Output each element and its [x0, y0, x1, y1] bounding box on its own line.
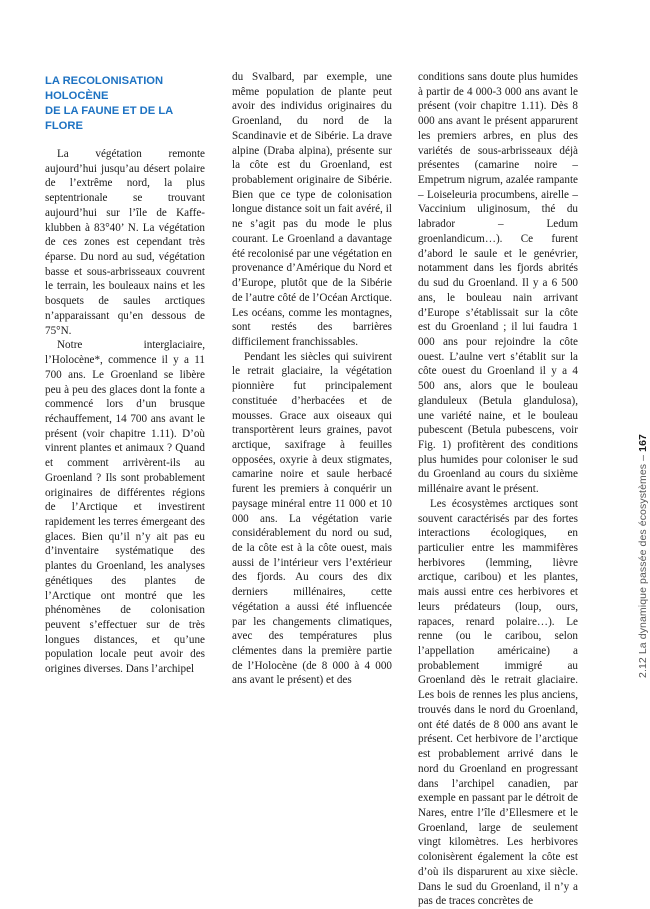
running-head-separator: – [637, 454, 649, 461]
running-head [637, 434, 649, 678]
paragraph-3-part-1: Pendant les siècles qui suivirent le retrait glaciaire, la végétation pionnière fut principalement constituée d’herbacées et de mousses. Grace aux oiseaux qui transportèrent leurs graines, pavot arctique, saxifrage à feuilles opposées, oxyrie à deux stigmates, camarine noire et saule herbacé furent les premiers à conquérir un paysage minéral entre 11 000 et 10 000 ans. La végétation varie considérablement du nord ou sud, de la côte est à la côte ouest, mais aussi de l’intérieur vers l’extérieur des fjords. Au cours des dix derniers millénaires, cette végétation a aussi été influencée par les changements climatiques, avec des températures plus clémentes dans la première partie de l’Holocène (de 8 000 à 4 000 ans avant le présent) et des [232, 350, 392, 687]
section-heading [45, 74, 205, 134]
paragraph-2-part-2: du Svalbard, par exemple, une même population de plante peut avoir des individus originaires du Groenland, du nord de la Scandinavie et de Sibérie. La drave alpine (Draba alpina), présente sur la côte est du Groenland, est probablement originaire de Sibérie. Bien que ce type de colonisation longue distance soit un fait avéré, il ne s’agit pas du mode le plus courant. Le Groenland a davantage été recolonisé par une végétation en provenance d’Amérique du Nord et d’Europe, plutôt que de la Sibérie de l’autre côté de l’Océan Arctique. Les océans, comme les montagnes, sont restés des barrières difficilement franchissables. [232, 71, 392, 348]
paragraph-3-part-2: conditions sans doute plus humides à partir de 4 000-3 000 ans avant le présent (voir chapitre 1.11). Dès 8 000 ans avant le présent apparurent les premiers arbres, en plus des variétés de sous-arbrisseaux déjà présentes (camarine noire – Empetrum nigrum, azalée rampante – Loiseleuria procumbens, airelle – Vaccinium uliginosum, thé du labrador – Ledum groenlandicum…). Ce furent d’abord le saule et le genévrier, notamment dans les fjords abrités du sud du Groenland. Il y a 6 500 ans, le bouleau nain arrivant d’Europe s’établissait sur la côte est du Groenland ; il lui faudra 1 000 ans pour rejoindre la côte ouest. L’aulne vert s’établit sur la côte ouest du Groenland il y a 4 500 ans, alors que le bouleau glanduleux (Betula glandulosa), une variété naine, et le bouleau pubescent (Betula pubescens, voir Fig. 1) profitèrent des conditions plus humides pour coloniser le sud du Groenland au cours du sixième millénaire avant le présent. [418, 71, 578, 496]
column-2 [232, 70, 392, 688]
column-3 [418, 70, 578, 909]
page-number: 167 [637, 434, 649, 452]
heading-line-1: LA RECOLONISATION HOLOCÈNE [45, 75, 164, 102]
paragraph-2-part-1: Notre interglaciaire, l’Holocène*, commence il y a 11 700 ans. Le Groenland se libère peu à peu des glaces dont la fonte a commencé lors d’un brusque réchauffement, 14 700 ans avant le présent (voir chapitre 1.11). D’où vinrent plantes et animaux ? Quand et comment arrivèrent-ils au Groenland ? Ils sont probablement originaires de différentes régions de l’Arctique et investirent rapidement les terres émergeant des glaces. Bien qu’il n’y ait pas eu d’inventaire systématique des plantes du Groenland, les analyses génétiques des plantes de l’Arctique ont montré que les phénomènes de colonisation peuvent s’effectuer sur de très longues distances, et qu’une population locale peut avoir des origines diverses. Dans l’archipel [45, 339, 205, 676]
running-head-section: 2.12 La dynamique passée des écosystèmes [637, 463, 649, 678]
heading-line-2: DE LA FAUNE ET DE LA FLORE [45, 105, 173, 132]
column-1 [45, 70, 205, 677]
paragraph-1: La végétation remonte aujourd’hui jusqu’au désert polaire de l’extrême nord, la plus septentrionale se trouvant aujourd’hui sur l’île de Kaffe-klubben à 83°40’ N. La végétation de ces zones est cependant très éparse. Du nord au sud, végétation basse et sous-arbrisseaux couvrent le terrain, les bouleaux nains et les bosquets de saules arctiques n’apparaissant qu’en dessous de 75°N. [45, 148, 205, 337]
paragraph-4: Les écosystèmes arctiques sont souvent caractérisés par des fortes interactions écologiques, en particulier entre les mammifères herbivores (lemming, lièvre arctique, caribou) et les plantes, mais aussi entre ces herbivores et leurs prédateurs (loup, ours, rapaces, renard polaire…). Le renne (ou le caribou, selon l’appellation américaine) a probablement immigré au Groenland dès le retrait glaciaire. Les bois de rennes les plus anciens, trouvés dans le nord du Groenland, ont été datés de 8 000 ans avant le présent. Cet herbivore de l’arctique est probablement arrivé dans le nord du Groenland en progressant dans l’archipel canadien, par exemple en passant par le détroit de Nares, entre l’île d’Ellesmere et le Groenland, large de seulement vingt kilomètres. Les herbivores colonisèrent également la côte est d’où ils disparurent au xixe siècle. Dans le sud du Groenland, il n’y a pas de traces concrètes de [418, 497, 578, 908]
